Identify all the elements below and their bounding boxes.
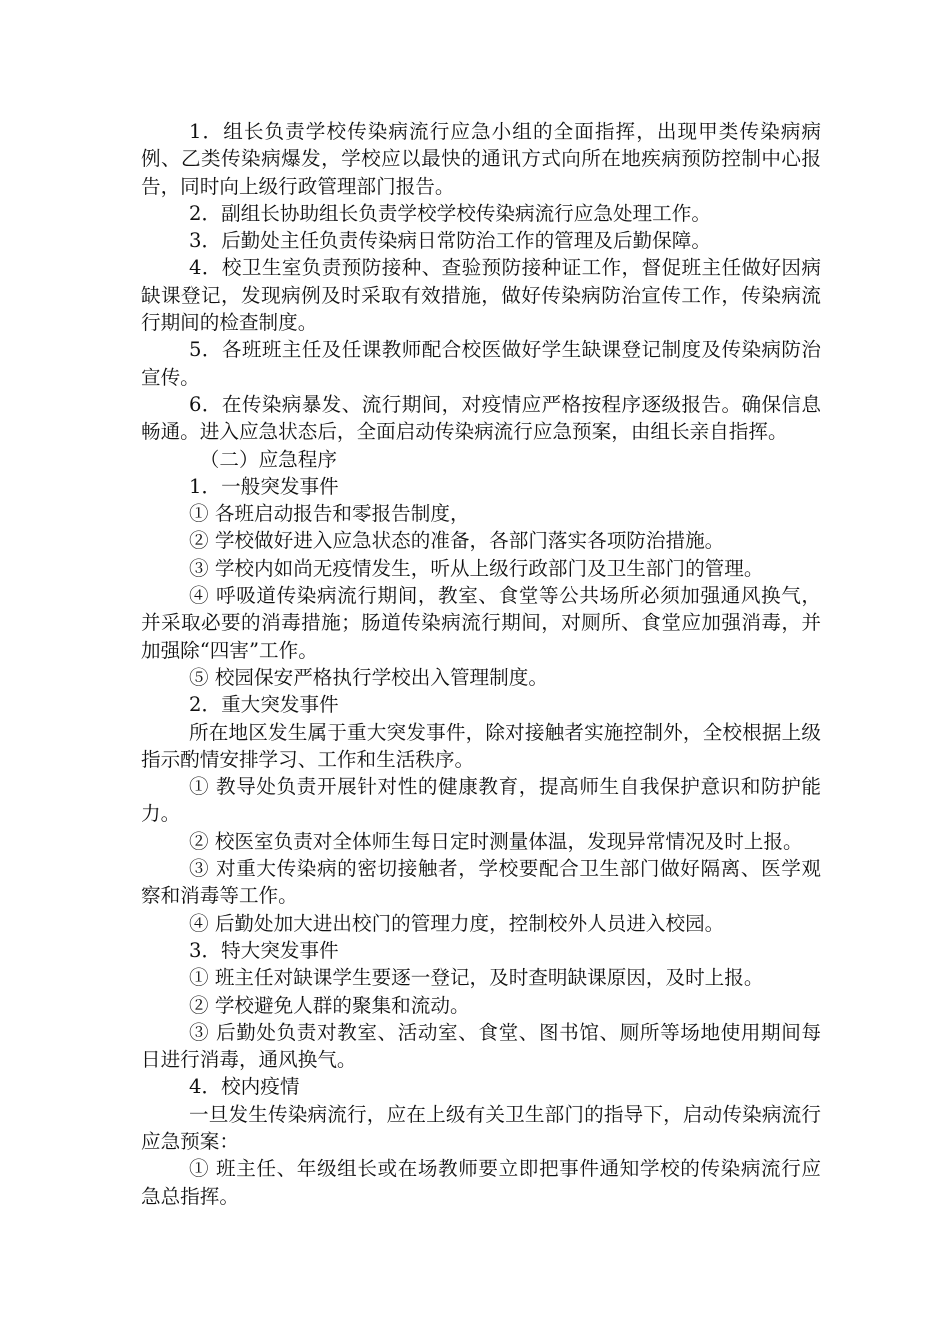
list-item: ② 学校避免人群的聚集和流动。 [189,993,470,1017]
list-item: ① 各班启动报告和零报告制度， [189,502,470,526]
list-item: ① 班主任对缺课学生要逐一登记，及时查明缺课原因，及时上报。 [189,966,764,990]
paragraph-5: 5．各班班主任及任课教师配合校医做好学生缺课登记制度及传染病防治宣传。 [141,338,821,389]
subheading-extreme-event: 3．特大突发事件 [189,938,339,962]
list-item: ③ 学校内如尚无疫情发生，听从上级行政部门及卫生部门的管理。 [189,556,764,580]
paragraph-major-event: 所在地区发生属于重大突发事件，除对接触者实施控制外，全校根据上级指示酌情安排学习、工作和生活秩序。 [141,720,821,771]
list-item: ① 班主任、年级组长或在场教师要立即把事件通知学校的传染病流行应急总指挥。 [141,1157,821,1208]
list-item: ① 教导处负责开展针对性的健康教育，提高师生自我保护意识和防护能力。 [141,775,821,826]
subheading-major-event: 2．重大突发事件 [189,693,339,717]
paragraph-4: 4．校卫生室负责预防接种、查验预防接种证工作，督促班主任做好因病缺课登记，发现病例及时采取有效措施，做好传染病防治宣传工作，传染病流行期间的检查制度。 [141,256,821,335]
paragraph-6: 6．在传染病暴发、流行期间，对疫情应严格按程序逐级报告。确保信息畅通。进入应急状态后，全面启动传染病流行应急预案，由组长亲自指挥。 [141,392,821,444]
section-heading-emergency-procedure: （二）应急程序 [199,447,337,471]
paragraph-1: 1．组长负责学校传染病流行应急小组的全面指挥，出现甲类传染病病例、乙类传染病爆发，学校应以最快的通讯方式向所在地疾病预防控制中心报告，同时向上级行政管理部门报告。 [141,120,821,198]
subheading-campus-outbreak: 4．校内疫情 [189,1075,300,1099]
subheading-general-event: 1．一般突发事件 [189,474,339,498]
list-item: ④ 呼吸道传染病流行期间，教室、食堂等公共场所必须加强通风换气，并采取必要的消毒措施；肠道传染病流行期间，对厕所、食堂应加强消毒，并加强除“四害”工作。 [141,584,821,662]
list-item: ② 校医室负责对全体师生每日定时测量体温，发现异常情况及时上报。 [189,829,803,853]
list-item: ③ 对重大传染病的密切接触者，学校要配合卫生部门做好隔离、医学观察和消毒等工作。 [141,857,821,908]
list-item: ⑤ 校园保安严格执行学校出入管理制度。 [189,665,548,689]
list-item: ② 学校做好进入应急状态的准备，各部门落实各项防治措施。 [189,529,725,553]
paragraph-campus-outbreak: 一旦发生传染病流行，应在上级有关卫生部门的指导下，启动传染病流行应急预案： [141,1102,821,1153]
document-page [141,118,821,1210]
list-item: ③ 后勤处负责对教室、活动室、食堂、图书馆、厕所等场地使用期间每日进行消毒，通风换气。 [141,1020,821,1072]
list-item: ④ 后勤处加大进出校门的管理力度，控制校外人员进入校园。 [189,911,725,935]
paragraph-2: 2．副组长协助组长负责学校学校传染病流行应急处理工作。 [189,201,711,225]
paragraph-3: 3．后勤处主任负责传染病日常防治工作的管理及后勤保障。 [189,229,711,253]
